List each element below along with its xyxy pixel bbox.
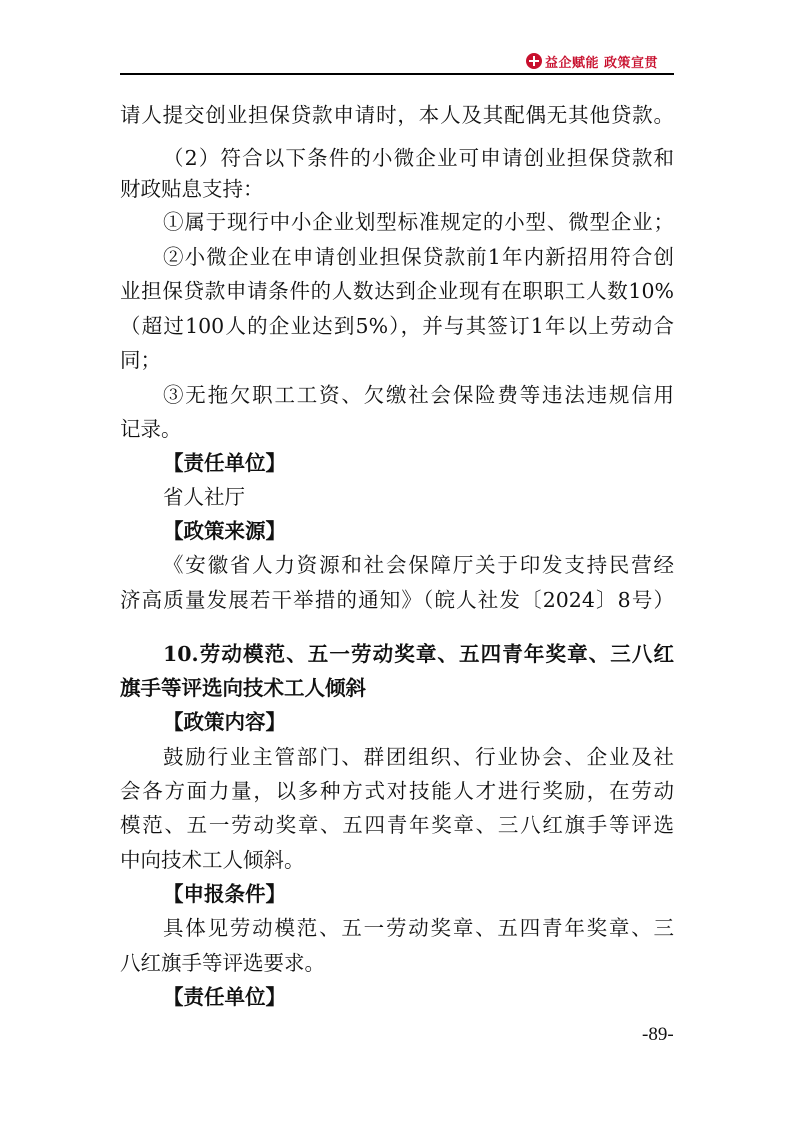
list-item-2: ②小微企业在申请创业担保贷款前1年内新招用符合创	[163, 245, 674, 269]
header-logo	[526, 51, 658, 71]
list-item-1: ①属于现行中小企业划型标准规定的小型、微型企业；	[163, 210, 674, 234]
application-conditions-text: 八红旗手等评选要求。	[120, 951, 325, 975]
section-label-application-conditions: 【申报条件】	[163, 882, 286, 906]
responsible-unit-text: 省人社厅	[163, 485, 245, 509]
policy-content-text: 模范、五一劳动奖章、五四青年奖章、三八红旗手等评选	[120, 813, 674, 837]
application-conditions-text: 具体见劳动模范、五一劳动奖章、五四青年奖章、三	[163, 916, 674, 940]
paragraph-line: （超过100人的企业达到5%），并与其签订1年以上劳动合	[120, 314, 674, 338]
brand-icon	[526, 53, 542, 69]
list-item-3: ③无拖欠职工工资、欠缴社会保险费等违法违规信用	[163, 383, 674, 407]
paragraph-line: （2）符合以下条件的小微企业可申请创业担保贷款和	[163, 146, 674, 170]
paragraph-line: 记录。	[120, 417, 182, 441]
section-label-responsible-unit: 【责任单位】	[163, 451, 286, 475]
section-label-policy-content: 【政策内容】	[163, 710, 286, 734]
section-heading: 10.劳动模范、五一劳动奖章、五四青年奖章、三八红	[163, 642, 674, 666]
policy-content-text: 会各方面力量，以多种方式对技能人才进行奖励，在劳动	[120, 779, 674, 803]
paragraph-line: 财政贴息支持：	[120, 177, 264, 201]
paragraph-line: 业担保贷款申请条件的人数达到企业现有在职职工人数10%	[120, 279, 674, 303]
paragraph-line: 请人提交创业担保贷款申请时，本人及其配偶无其他贷款。	[120, 103, 674, 127]
page-number: -89-	[642, 1024, 674, 1045]
logo-text: 益企赋能 政策宣贯	[545, 55, 659, 71]
policy-source-text: 济高质量发展若干举措的通知》（皖人社发〔2024〕8号）	[120, 588, 674, 612]
header-rule	[120, 73, 674, 75]
section-heading: 旗手等评选向技术工人倾斜	[120, 676, 366, 700]
policy-content-text: 中向技术工人倾斜。	[120, 848, 305, 872]
policy-content-text: 鼓励行业主管部门、群团组织、行业协会、企业及社	[163, 745, 674, 769]
section-label-responsible-unit: 【责任单位】	[163, 985, 286, 1009]
policy-source-text: 《安徽省人力资源和社会保障厅关于印发支持民营经	[163, 553, 674, 577]
paragraph-line: 同；	[120, 348, 161, 372]
section-label-policy-source: 【政策来源】	[163, 519, 286, 543]
